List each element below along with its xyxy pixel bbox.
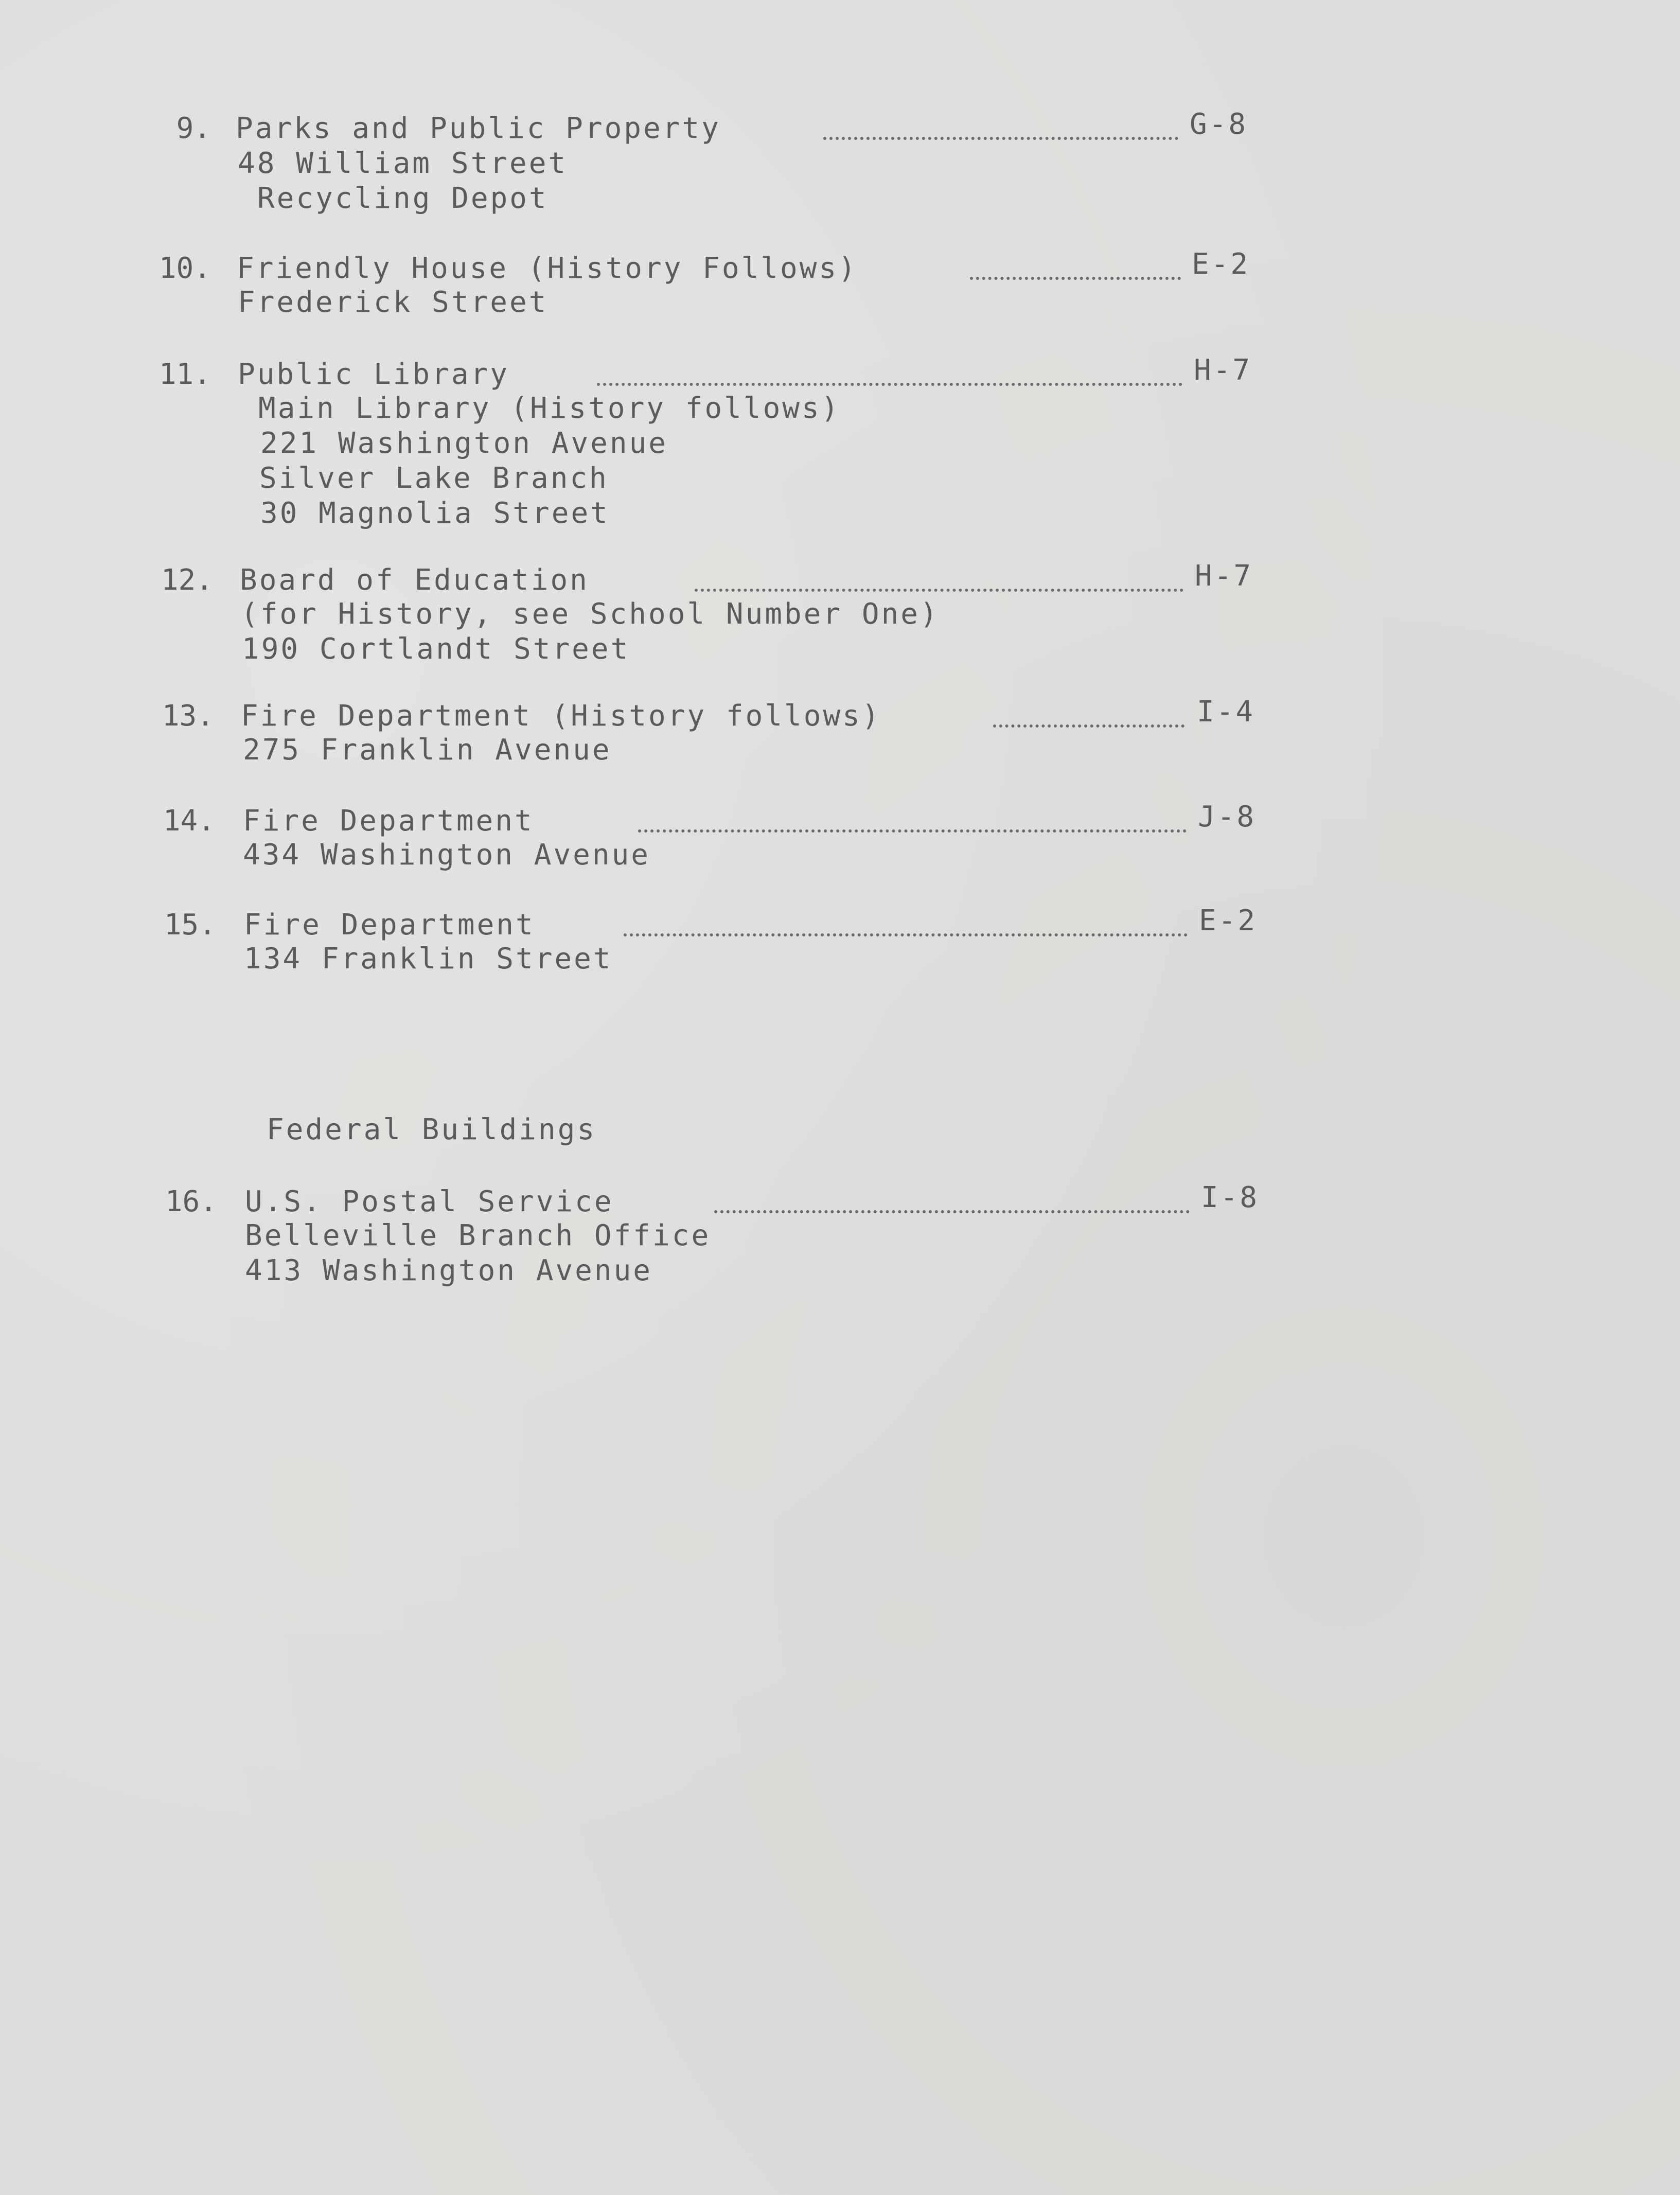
map-grid-reference: I-4	[1197, 695, 1255, 729]
entry-number: 11.	[158, 358, 211, 391]
entry-number: 9.	[176, 112, 211, 145]
entry-line: 190 Cortlandt Street	[242, 632, 630, 666]
entry-line: 30 Magnolia Street	[260, 497, 610, 530]
entry-title: U.S. Postal Service	[245, 1185, 614, 1218]
section-heading: Federal Buildings	[267, 1113, 597, 1146]
map-grid-reference: E-2	[1192, 247, 1250, 281]
entry-line: (for History, see School Number One)	[241, 597, 940, 631]
entry-line: 134 Franklin Street	[244, 942, 613, 976]
entry-title: Fire Department (History follows)	[241, 699, 881, 733]
map-grid-reference: I-8	[1201, 1181, 1260, 1214]
entry-number: 14.	[163, 804, 215, 838]
entry-number: 12.	[161, 563, 213, 597]
map-grid-reference: J-8	[1198, 800, 1257, 834]
entry-line: Recycling Depot	[257, 182, 549, 215]
dot-leader	[638, 824, 1187, 833]
dot-leader	[970, 272, 1181, 280]
entry-line: Main Library (History follows)	[258, 392, 841, 425]
entry-number: 16.	[165, 1185, 217, 1218]
entry-line: 413 Washington Avenue	[245, 1254, 653, 1287]
entry-title: Fire Department	[243, 804, 534, 838]
entry-number: 13.	[162, 699, 214, 733]
entry-line: Frederick Street	[238, 286, 549, 319]
entry-title: Friendly House (History Follows)	[237, 252, 858, 285]
entry-line: Silver Lake Branch	[259, 462, 609, 495]
entry-line: Belleville Branch Office	[245, 1219, 711, 1252]
entry-line: 48 William Street	[238, 147, 568, 180]
entry-title: Public Library	[238, 358, 510, 391]
dot-leader	[993, 719, 1184, 728]
dot-leader	[624, 928, 1188, 936]
dot-leader	[714, 1205, 1190, 1213]
entry-line: 275 Franklin Avenue	[243, 733, 612, 767]
entry-title: Parks and Public Property	[236, 112, 721, 145]
map-grid-reference: H-7	[1194, 353, 1252, 387]
dot-leader	[597, 378, 1182, 386]
map-grid-reference: E-2	[1199, 904, 1258, 937]
entry-title: Fire Department	[244, 908, 535, 942]
entry-line: 434 Washington Avenue	[243, 838, 651, 872]
entry-number: 10.	[158, 252, 211, 285]
dot-leader	[695, 583, 1183, 592]
map-grid-reference: G-8	[1190, 108, 1248, 141]
entry-line: 221 Washington Avenue	[260, 427, 668, 460]
map-grid-reference: H-7	[1195, 559, 1253, 593]
dot-leader	[823, 132, 1178, 140]
entry-title: Board of Education	[240, 563, 589, 597]
entry-number: 15.	[164, 908, 216, 942]
